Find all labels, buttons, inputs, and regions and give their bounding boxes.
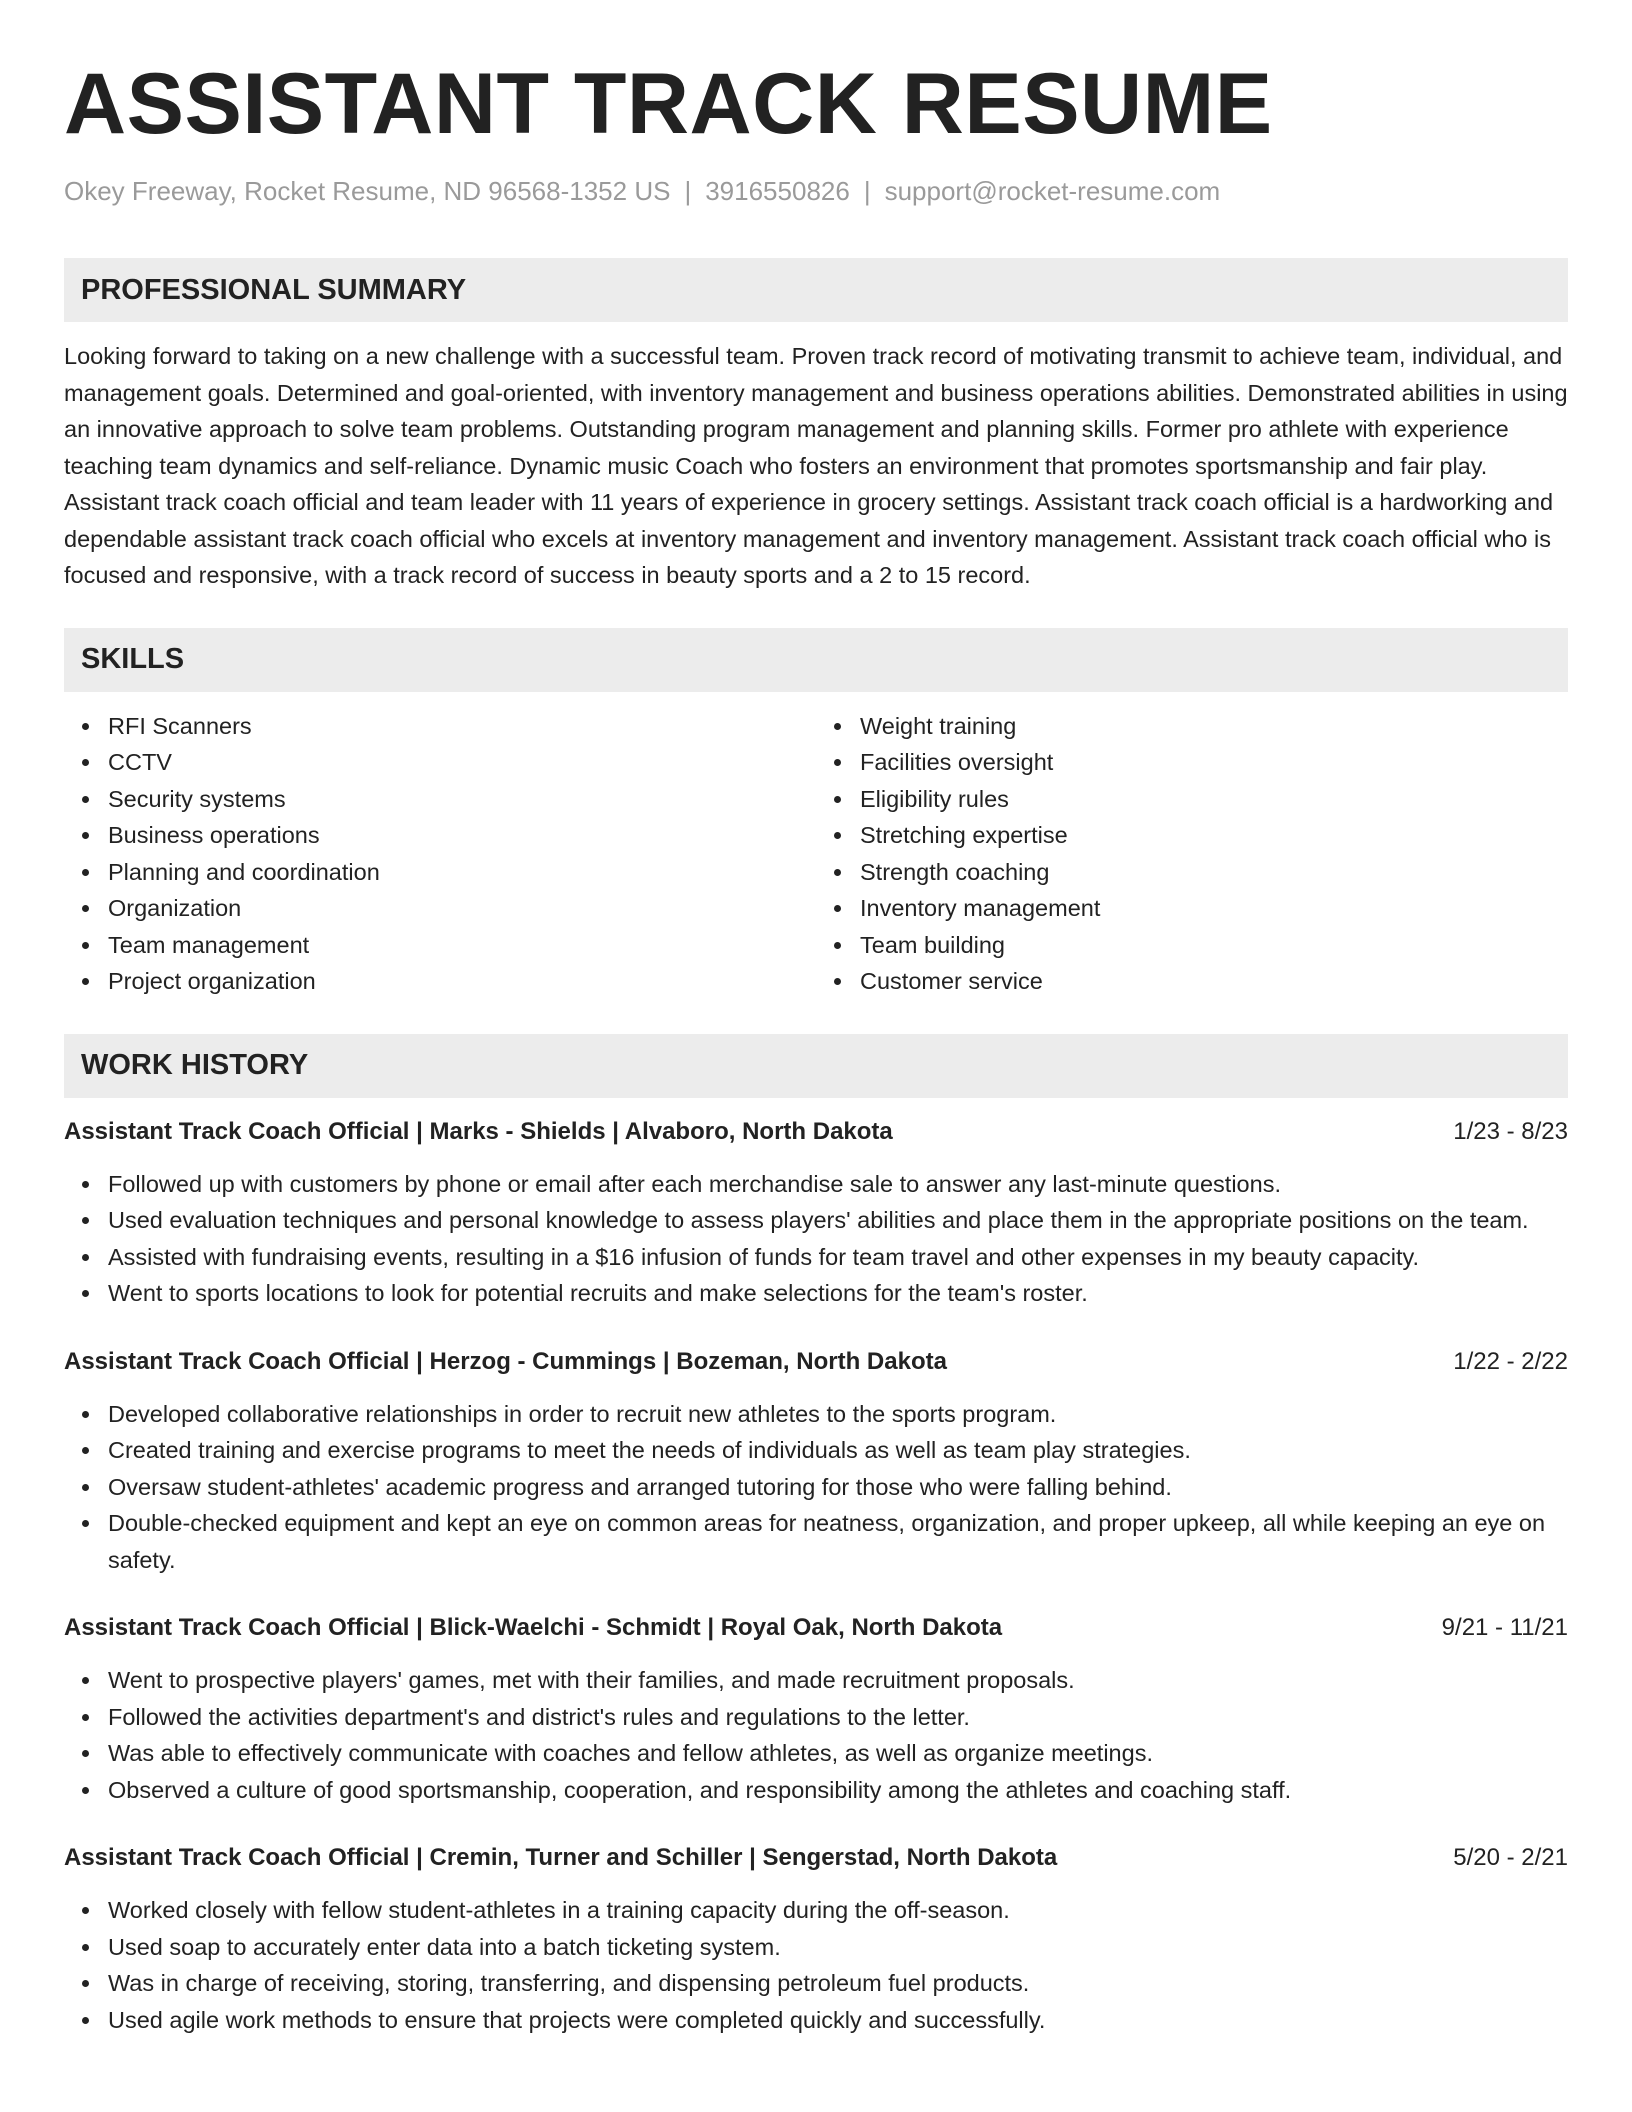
job-bullet: Worked closely with fellow student-athletes in a training capacity during the off-season. [108, 1892, 1568, 1929]
job-bullet: Followed the activities department's and district's rules and regulations to the letter. [108, 1699, 1568, 1736]
job-bullet: Double-checked equipment and kept an eye on common areas for neatness, organization, and proper upkeep, all while keeping an eye on safety. [108, 1505, 1568, 1578]
job-title: Assistant Track Coach Official | Herzog - Cummings | Bozeman, North Dakota [64, 1347, 947, 1375]
job-bullet: Went to prospective players' games, met with their families, and made recruitment proposals. [108, 1662, 1568, 1699]
contact-line [64, 174, 1568, 208]
work-history-heading: WORK HISTORY [64, 1034, 1568, 1098]
contact-phone: 3916550826 [705, 176, 850, 206]
resume-title: ASSISTANT TRACK RESUME [64, 56, 1273, 152]
job-bullet-list [64, 1662, 1568, 1808]
job-title: Assistant Track Coach Official | Marks - Shields | Alvaboro, North Dakota [64, 1117, 893, 1145]
contact-separator: | [863, 176, 871, 206]
job-header [64, 1114, 1568, 1150]
skill-item: Team building [860, 927, 1568, 964]
job-entry [64, 1114, 1568, 1312]
skill-item: Eligibility rules [860, 781, 1568, 818]
skill-item: Project organization [108, 963, 816, 1000]
skill-item: Stretching expertise [860, 817, 1568, 854]
job-bullet: Observed a culture of good sportsmanship, cooperation, and responsibility among the athletes and coaching staff. [108, 1772, 1568, 1809]
skills-column-left [64, 708, 816, 1000]
summary-heading: PROFESSIONAL SUMMARY [64, 258, 1568, 322]
job-dates: 9/21 - 11/21 [1441, 1614, 1568, 1641]
job-header [64, 1610, 1568, 1646]
job-dates: 1/23 - 8/23 [1453, 1117, 1568, 1145]
job-entry [64, 1344, 1568, 1579]
skill-item: CCTV [108, 744, 816, 781]
skill-item: Security systems [108, 781, 816, 818]
skill-item: RFI Scanners [108, 708, 816, 745]
job-bullet: Created training and exercise programs to meet the needs of individuals as well as team play strategies. [108, 1432, 1568, 1469]
job-bullet-list [64, 1166, 1568, 1312]
skill-item: Planning and coordination [108, 854, 816, 891]
job-bullet: Assisted with fundraising events, resulting in a $16 infusion of funds for team travel and other expenses in my beauty capacity. [108, 1239, 1568, 1276]
job-bullet: Was in charge of receiving, storing, transferring, and dispensing petroleum fuel products. [108, 1965, 1568, 2002]
job-dates: 5/20 - 2/21 [1453, 1844, 1568, 1871]
job-bullet-list [64, 1396, 1568, 1579]
job-dates: 1/22 - 2/22 [1453, 1347, 1568, 1375]
job-header [64, 1840, 1568, 1876]
skills-column-right [816, 708, 1568, 1000]
skills-list [64, 708, 1568, 1000]
job-bullet: Went to sports locations to look for potential recruits and make selections for the team's roster. [108, 1275, 1568, 1312]
job-bullet: Was able to effectively communicate with coaches and fellow athletes, as well as organize meetings. [108, 1735, 1568, 1772]
job-bullet: Used agile work methods to ensure that projects were completed quickly and successfully. [108, 2002, 1568, 2039]
skill-item: Strength coaching [860, 854, 1568, 891]
skill-item: Facilities oversight [860, 744, 1568, 781]
contact-separator: | [684, 176, 692, 206]
skill-item: Business operations [108, 817, 816, 854]
skills-heading: SKILLS [64, 628, 1568, 692]
job-bullet: Oversaw student-athletes' academic progress and arranged tutoring for those who were falling behind. [108, 1469, 1568, 1506]
skill-item: Team management [108, 927, 816, 964]
job-bullet: Followed up with customers by phone or email after each merchandise sale to answer any last-minute questions. [108, 1166, 1568, 1203]
job-bullet: Developed collaborative relationships in order to recruit new athletes to the sports program. [108, 1396, 1568, 1433]
contact-address: Okey Freeway, Rocket Resume, ND 96568-1352 US [64, 176, 671, 206]
job-entry [64, 1610, 1568, 1808]
job-bullet-list [64, 1892, 1568, 2038]
skill-item: Customer service [860, 963, 1568, 1000]
job-title: Assistant Track Coach Official | Blick-Waelchi - Schmidt | Royal Oak, North Dakota [64, 1614, 1003, 1641]
summary-text: Looking forward to taking on a new challenge with a successful team. Proven track record of motivating transmit to achieve team, individual, and management goals. Determined and goal-oriented, with inventory management and business operations abilities. Demonstrated abilities in using an innovative approach to solve team problems. Outstanding program management and planning skills. Former pro athlete with experience teaching team dynamics and self-reliance. Dynamic music Coach who fosters an environment that promotes sportsmanship and fair play. Assistant track coach official and team leader with 11 years of experience in grocery settings. Assistant track coach official is a hardworking and dependable assistant track coach official who excels at inventory management and inventory management. Assistant track coach official who is focused and responsive, with a track record of success in beauty sports and a 2 to 15 record. [64, 343, 1568, 588]
contact-email: support@rocket-resume.com [884, 176, 1221, 206]
job-title: Assistant Track Coach Official | Cremin, Turner and Schiller | Sengerstad, North Dakota [64, 1844, 1058, 1871]
job-header [64, 1344, 1568, 1380]
skill-item: Organization [108, 890, 816, 927]
skill-item: Inventory management [860, 890, 1568, 927]
job-entry [64, 1840, 1568, 2038]
job-bullet: Used evaluation techniques and personal knowledge to assess players' abilities and place them in the appropriate positions on the team. [108, 1202, 1568, 1239]
skill-item: Weight training [860, 708, 1568, 745]
job-bullet: Used soap to accurately enter data into a batch ticketing system. [108, 1929, 1568, 1966]
